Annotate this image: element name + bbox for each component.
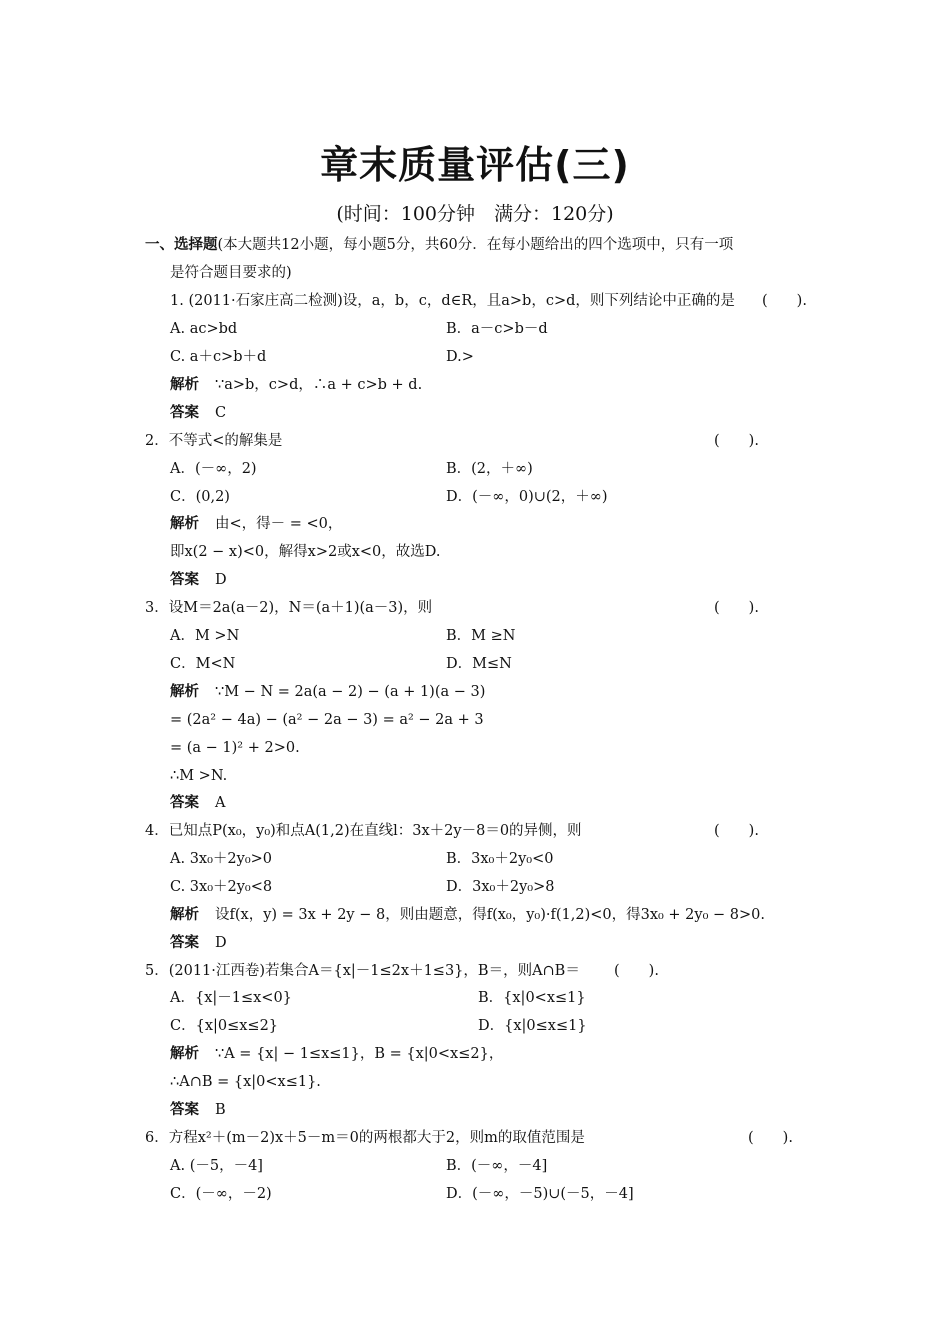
question-3-option-d: D．M≤N bbox=[446, 656, 512, 672]
answer-value: C bbox=[215, 405, 227, 421]
question-4-option-b: B．3x₀＋2y₀<0 bbox=[446, 851, 554, 867]
question-1-option-a: A. ac>bd bbox=[170, 321, 238, 337]
answer-value: D bbox=[215, 572, 227, 588]
question-6-paren: ( ). bbox=[748, 1130, 793, 1146]
question-6-option-c: C．(－∞，－2) bbox=[170, 1186, 272, 1202]
question-1-option-c: C. a＋c>b＋d bbox=[170, 349, 267, 365]
question-6-stem: 6．方程x²＋(m－2)x＋5－m＝0的两根都大于2，则m的取值范围是 bbox=[145, 1130, 585, 1146]
question-5-answer bbox=[170, 1100, 226, 1120]
answer-value: A bbox=[215, 795, 226, 811]
question-3-option-c: C．M<N bbox=[170, 656, 236, 672]
question-4-option-c: C. 3x₀＋2y₀<8 bbox=[170, 879, 273, 895]
question-3-paren: ( ). bbox=[714, 600, 759, 616]
question-3-option-b: B．M ≥N bbox=[446, 628, 516, 644]
question-5-analysis bbox=[170, 1044, 503, 1064]
question-3-analysis-4: ∴M >N. bbox=[170, 768, 228, 784]
question-3-answer bbox=[170, 793, 225, 813]
answer-label: 答案 bbox=[170, 405, 199, 421]
answer-value: B bbox=[215, 1102, 226, 1118]
question-2-option-d: D．(－∞，0)∪(2，＋∞) bbox=[446, 489, 608, 505]
answer-label: 答案 bbox=[170, 795, 199, 811]
page-subtitle: (时间：100分钟 满分：120分) bbox=[336, 203, 614, 225]
question-5-paren: ( ). bbox=[614, 963, 659, 979]
question-5-option-c: C．{x|0≤x≤2} bbox=[170, 1018, 279, 1034]
question-3-analysis-3: = (a − 1)² + 2>0. bbox=[170, 740, 300, 756]
section-label: 一、选择题 bbox=[145, 236, 218, 253]
question-4-paren: ( ). bbox=[714, 823, 759, 839]
question-2-analysis bbox=[170, 514, 342, 534]
question-4-option-a: A. 3x₀＋2y₀>0 bbox=[170, 851, 273, 867]
analysis-text: ∵M − N = 2a(a − 2) − (a + 1)(a − 3) bbox=[215, 684, 486, 700]
question-1-analysis bbox=[170, 375, 422, 395]
analysis-text: 设f(x，y) = 3x + 2y − 8，则由题意，得f(x₀，y₀)·f(1,2)<0，得3x₀ + 2y₀ − 8>0. bbox=[215, 907, 765, 923]
question-2-paren: ( ). bbox=[714, 433, 759, 449]
question-6-option-a: A. (－5，－4] bbox=[170, 1158, 263, 1174]
answer-label: 答案 bbox=[170, 935, 199, 951]
analysis-text: 由<，得－ = <0， bbox=[215, 516, 343, 532]
question-2-option-a: A．(－∞，2) bbox=[170, 461, 257, 477]
answer-label: 答案 bbox=[170, 1102, 199, 1118]
analysis-label: 解析 bbox=[170, 1046, 199, 1062]
analysis-label: 解析 bbox=[170, 377, 199, 393]
question-4-stem: 4．已知点P(x₀，y₀)和点A(1,2)在直线l：3x＋2y－8＝0的异侧，则 bbox=[145, 823, 582, 839]
question-4-answer bbox=[170, 933, 227, 953]
question-5-option-b: B．{x|0<x≤1} bbox=[478, 990, 586, 1006]
question-1-option-d: D.> bbox=[446, 349, 474, 365]
question-5-analysis-2: ∴A∩B = {x|0<x≤1}. bbox=[170, 1074, 321, 1090]
section-instruction-1: (本大题共12小题，每小题5分，共60分．在每小题给出的四个选项中，只有一项 bbox=[217, 237, 734, 253]
question-1-answer bbox=[170, 403, 226, 423]
question-6-option-b: B．(－∞，－4] bbox=[446, 1158, 548, 1174]
analysis-label: 解析 bbox=[170, 684, 199, 700]
section-heading bbox=[145, 235, 733, 255]
question-1-paren: ( ). bbox=[762, 293, 807, 309]
answer-label: 答案 bbox=[170, 572, 199, 588]
question-3-option-a: A．M >N bbox=[170, 628, 240, 644]
page-title: 章末质量评估(三) bbox=[320, 143, 630, 187]
question-5-stem: 5．(2011·江西卷)若集合A＝{x|－1≤2x＋1≤3}，B＝，则A∩B＝ bbox=[145, 963, 580, 979]
question-2-stem: 2．不等式<的解集是 bbox=[145, 433, 283, 449]
question-3-analysis-2: = (2a² − 4a) − (a² − 2a − 3) = a² − 2a + 3 bbox=[170, 712, 484, 728]
question-2-analysis-2: 即x(2 − x)<0，解得x>2或x<0，故选D. bbox=[170, 544, 441, 560]
question-4-option-d: D．3x₀＋2y₀>8 bbox=[446, 879, 555, 895]
analysis-text: ∵a>b，c>d，∴a + c>b + d. bbox=[215, 377, 423, 393]
question-1-stem: 1. (2011·石家庄高二检测)设，a，b，c，d∈R，且a>b，c>d，则下列结论中正确的是 bbox=[170, 293, 735, 309]
question-3-stem: 3．设M＝2a(a－2)，N＝(a＋1)(a－3)，则 bbox=[145, 600, 433, 616]
analysis-text: ∵A = {x| − 1≤x≤1}，B = {x|0<x≤2}， bbox=[215, 1046, 504, 1062]
question-5-option-d: D．{x|0≤x≤1} bbox=[478, 1018, 587, 1034]
question-4-analysis bbox=[170, 905, 765, 925]
question-1-option-b: B．a－c>b－d bbox=[446, 321, 548, 337]
question-2-option-c: C．(0,2) bbox=[170, 489, 230, 505]
question-6-option-d: D．(－∞，－5)∪(－5，－4] bbox=[446, 1186, 634, 1202]
section-instruction-2: 是符合题目要求的) bbox=[170, 265, 292, 281]
question-2-answer bbox=[170, 570, 227, 590]
answer-value: D bbox=[215, 935, 227, 951]
question-3-analysis bbox=[170, 682, 485, 702]
analysis-label: 解析 bbox=[170, 907, 199, 923]
analysis-label: 解析 bbox=[170, 516, 199, 532]
question-5-option-a: A．{x|－1≤x<0} bbox=[170, 990, 292, 1006]
question-2-option-b: B．(2，＋∞) bbox=[446, 461, 533, 477]
